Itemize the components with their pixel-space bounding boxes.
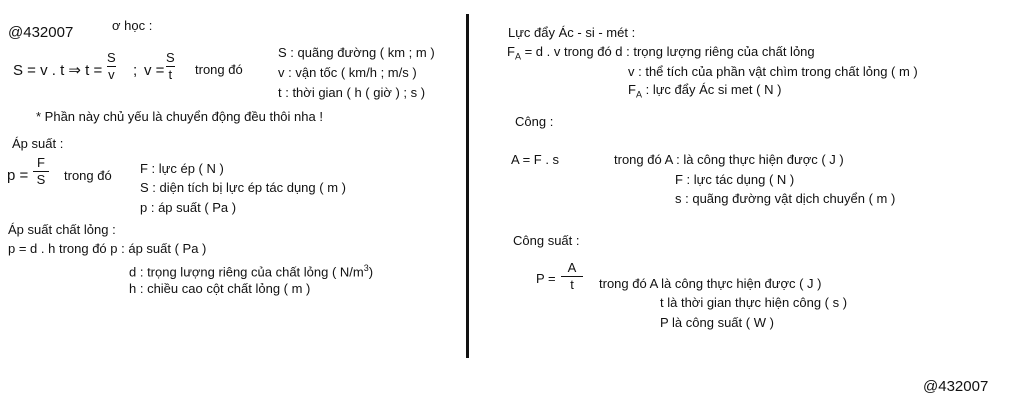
liquid-pressure-line3: h : chiều cao cột chất lỏng ( m ) bbox=[129, 281, 311, 296]
liquid-pressure-line1: p = d . h trong đó p : áp suất ( Pa ) bbox=[8, 241, 207, 256]
fraction-t bbox=[107, 51, 116, 82]
column-divider bbox=[466, 14, 469, 358]
power-def-a: trong đó A là công thực hiện được ( J ) bbox=[599, 276, 822, 291]
watermark-top: @432007 bbox=[8, 24, 74, 41]
fraction-numerator: F bbox=[37, 155, 45, 170]
motion-formula: S = v . t ⇒ t = bbox=[13, 62, 103, 79]
fraction-denominator: v bbox=[108, 67, 115, 82]
pressure-formula: p = bbox=[7, 167, 29, 184]
force-letter: F bbox=[507, 44, 515, 59]
fraction-numerator: S bbox=[107, 50, 116, 65]
power-formula: P = bbox=[536, 271, 556, 286]
where-label: trong đó bbox=[64, 168, 112, 183]
section-heading-fragment: ơ học : bbox=[112, 18, 153, 33]
archimedes-line2: v : thể tích của phần vật chìm trong chất lỏng ( m ) bbox=[628, 64, 918, 79]
fraction-pressure bbox=[33, 156, 49, 187]
work-def-f: F : lực tác dụng ( N ) bbox=[675, 172, 795, 187]
fraction-denominator: t bbox=[168, 67, 173, 82]
motion-def-s: S : quãng đường ( km ; m ) bbox=[278, 45, 435, 60]
archimedes-title: Lực đẩy Ác - si - mét : bbox=[508, 25, 636, 40]
fraction-numerator: A bbox=[567, 260, 577, 275]
force-letter: F bbox=[628, 82, 636, 97]
pressure-def-p: p : áp suất ( Pa ) bbox=[140, 200, 237, 215]
fraction-v bbox=[166, 51, 175, 82]
work-title: Công : bbox=[515, 114, 554, 129]
work-def-s: s : quãng đường vật dịch chuyển ( m ) bbox=[675, 191, 896, 206]
motion-note: * Phần này chủ yếu là chuyển động đều thôi nha ! bbox=[36, 109, 323, 124]
motion-def-v: v : vận tốc ( km/h ; m/s ) bbox=[278, 65, 417, 80]
pressure-def-f: F : lực ép ( N ) bbox=[140, 161, 224, 176]
watermark-bottom: @432007 bbox=[923, 378, 989, 395]
fraction-numerator: S bbox=[166, 50, 175, 65]
closing-paren: ) bbox=[368, 264, 374, 280]
power-title: Công suất : bbox=[513, 233, 580, 248]
fraction-denominator: S bbox=[36, 172, 46, 187]
archimedes-line1 bbox=[507, 44, 815, 65]
work-formula: A = F . s bbox=[511, 152, 560, 167]
liquid-pressure-title: Áp suất chất lỏng : bbox=[8, 222, 116, 237]
formula-separator: ; bbox=[133, 62, 138, 79]
line1-rest: = d . v trong đó d : trọng lượng riêng của chất lỏng bbox=[524, 44, 815, 59]
motion-def-t: t : thời gian ( h ( giờ ) ; s ) bbox=[278, 85, 426, 100]
cubic-exponent: 3 bbox=[363, 263, 369, 273]
power-def-t: t là thời gian thực hiện công ( s ) bbox=[660, 295, 848, 310]
fraction-denominator: t bbox=[570, 277, 574, 292]
force-subscript: A bbox=[514, 51, 521, 62]
power-def-p: P là công suất ( W ) bbox=[660, 315, 774, 330]
archimedes-line3 bbox=[628, 82, 781, 103]
line3-rest: : lực đẩy Ác si met ( N ) bbox=[645, 82, 782, 97]
force-subscript: A bbox=[635, 89, 642, 100]
pressure-title: Áp suất : bbox=[12, 136, 64, 151]
line2-text: d : trọng lượng riêng của chất lỏng ( N/m bbox=[129, 264, 364, 280]
fraction-power bbox=[561, 261, 583, 292]
velocity-formula: v = bbox=[144, 62, 165, 79]
work-def-a: trong đó A : là công thực hiện được ( J ) bbox=[614, 152, 844, 167]
liquid-pressure-line2 bbox=[129, 261, 373, 279]
pressure-def-s: S : diện tích bị lực ép tác dụng ( m ) bbox=[140, 180, 346, 195]
where-label: trong đó bbox=[195, 62, 243, 77]
